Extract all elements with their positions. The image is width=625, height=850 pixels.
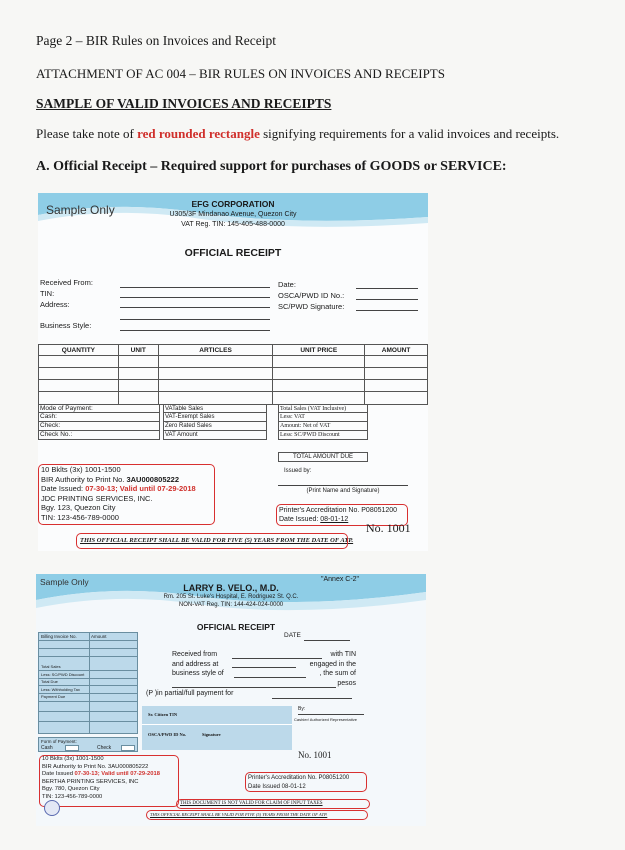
received-lines-right xyxy=(298,650,356,688)
note-after: signifying requirements for a valid invoices and receipts. xyxy=(259,126,560,141)
receipt-number: No. 1001 xyxy=(366,521,411,535)
vat-amount-label: VAT Amount xyxy=(163,431,267,440)
acc-date-2: Date Issued 08-01-12 xyxy=(248,783,306,790)
vat-exempt-label: VAT-Exempt Sales xyxy=(163,413,267,422)
withholding-tax-row: Less: Withholding Tax xyxy=(41,686,80,692)
with-tin-label: with TIN xyxy=(330,651,356,658)
received-lines-left xyxy=(172,650,224,679)
bir-seal-icon xyxy=(44,800,60,816)
date-issued-label-2: Date Issued xyxy=(42,771,75,778)
vatable-sales-label: VATable Sales xyxy=(163,404,267,413)
printer-tin-2: TIN: 123-456-789-0000 xyxy=(42,793,103,800)
printer-tin: TIN: 123-456-789-0000 xyxy=(41,512,119,522)
date-issued-label: Date Issued: xyxy=(41,484,86,493)
net-of-vat-label: Amount: Net of VAT xyxy=(278,422,368,431)
col-unit: UNIT xyxy=(118,345,158,356)
print-name-signature: (Print Name and Signature) xyxy=(306,488,380,494)
billing-invoice-header: Billing Invoice No. xyxy=(41,634,77,639)
attachment-title: ATTACHMENT OF AC 004 – BIR RULES ON INVOICES AND RECEIPTS xyxy=(36,66,445,81)
payment-due-row: Payment Due xyxy=(41,694,66,699)
doctor-address: Rm. 205 St. Luke's Hospital, E. Rodriguez St. Q.C. xyxy=(163,594,299,600)
total-sales-label: Total Sales (VAT Inclusive) xyxy=(278,404,368,413)
printer-info-highlight xyxy=(38,464,215,525)
sum-of-label: , the sum of xyxy=(319,670,356,677)
scpwd-signature-label: SC/PWD Signature: xyxy=(278,302,345,311)
sr-citizen-box xyxy=(142,706,292,750)
not-valid-notice: THIS DOCUMENT IS NOT VALID FOR CLAIM OF INPUT TAXES xyxy=(180,801,323,806)
note-before: Please take note of xyxy=(36,126,138,141)
mode-of-payment-label: Mode of Payment: xyxy=(38,404,160,413)
accreditation-highlight-2 xyxy=(245,772,367,792)
osca-label: OSCA/PWD ID No.: xyxy=(278,291,345,300)
company-address: U305/3F Mindanao Avenue, Quezon City xyxy=(169,211,297,218)
pesos-label: pesos xyxy=(337,679,356,687)
business-style-label: Business Style: xyxy=(40,321,92,330)
sales-box xyxy=(163,404,267,440)
address-label: Address: xyxy=(40,300,70,309)
note-highlight: red rounded rectangle xyxy=(137,126,260,141)
check-label: Check: xyxy=(38,422,160,431)
printer-name: JDC PRINTING SERVICES, INC. xyxy=(41,493,153,503)
date-labels xyxy=(278,279,344,312)
check-no-label: Check No.: xyxy=(38,431,160,440)
customer-labels xyxy=(40,277,93,310)
section-title: SAMPLE OF VALID INVOICES AND RECEIPTS xyxy=(36,96,332,111)
date-label: Date: xyxy=(278,280,296,289)
company-name: EFG CORPORATION xyxy=(191,199,275,209)
cash-option: Cash xyxy=(41,745,53,751)
col-unit-price: UNIT PRICE xyxy=(273,345,365,356)
osca-label-2: OSCA/PWD ID No. xyxy=(148,732,187,737)
validity-notice-2: THIS OFFICIAL RECEIPT SHALL BE VALID FOR FIVE (5) YEARS FROM THE DATE OF ATP. xyxy=(150,812,328,817)
official-receipt-2 xyxy=(36,574,426,826)
engaged-label: engaged in the xyxy=(309,660,356,668)
not-valid-highlight xyxy=(176,799,370,809)
totals-box xyxy=(278,404,368,440)
tin-label: TIN: xyxy=(40,289,55,298)
received-from-label: Received From: xyxy=(40,278,93,287)
sample-only-label: Sample Only xyxy=(46,203,115,217)
acc-date-label: Date Issued: xyxy=(279,516,321,523)
annex-label: "Annex C-2" xyxy=(321,576,360,583)
billing-table xyxy=(38,632,138,734)
check-option: Check xyxy=(97,745,112,751)
billing-amount-header: Amount xyxy=(91,634,107,639)
signature-label: Signature xyxy=(202,732,221,737)
doctor-name: LARRY B. VELO., M.D. xyxy=(183,583,279,593)
col-articles: ARTICLES xyxy=(158,345,273,356)
date-label-2: DATE xyxy=(284,632,301,639)
items-table xyxy=(38,344,428,405)
subheading: A. Official Receipt – Required support for purchases of GOODS or SERVICE: xyxy=(36,159,507,174)
printer-info-highlight-2 xyxy=(39,755,179,807)
form-of-payment xyxy=(38,737,138,752)
receipt-number-2: No. 1001 xyxy=(298,750,332,760)
note-text xyxy=(36,126,559,142)
business-style-label-2: business style of xyxy=(172,670,224,677)
atp-number: 3AU000805222 xyxy=(126,474,179,484)
less-vat-label: Less: VAT xyxy=(278,413,368,422)
page-header: Page 2 – BIR Rules on Invoices and Receipt xyxy=(36,33,276,48)
scpwd-discount-row: Less: SC/PWD Discount xyxy=(41,671,85,677)
printer-address: Bgy. 123, Quezon City xyxy=(41,503,116,512)
total-amount-due: TOTAL AMOUNT DUE xyxy=(278,452,368,462)
check-checkbox xyxy=(121,745,135,751)
official-receipt-1 xyxy=(38,193,428,551)
scpwd-discount-label: Less: SC/PWD Discount xyxy=(278,431,368,440)
form-of-payment-label: Form of Payment: xyxy=(41,739,77,744)
cash-label: Cash: xyxy=(38,413,160,422)
printer-booklets-2: 10 Bklts (3x) 1001-1500 xyxy=(42,756,104,762)
sr-citizen-label: Sr. Citizen TIN xyxy=(148,712,178,717)
payment-box xyxy=(38,404,160,440)
doctor-tin: NON-VAT Reg. TIN: 144-424-024-0000 xyxy=(178,602,284,608)
accreditation-number: Printer's Accreditation No. P08051200 xyxy=(279,507,398,514)
total-sales-row: Total Sales xyxy=(41,664,61,669)
total-due-row: Total Due xyxy=(41,679,58,684)
payment-line: (P )in partial/full payment for xyxy=(146,690,234,697)
printer-booklets: 10 Bklts (3x) 1001-1500 xyxy=(41,465,121,474)
issued-by-label: Issued by: xyxy=(284,468,312,474)
receipt-title-2: OFFICIAL RECEIPT xyxy=(196,622,276,632)
cashier-label: Cashier/ Authorized Representative xyxy=(294,717,357,722)
zero-rated-label: Zero Rated Sales xyxy=(163,422,267,431)
by-label: By: xyxy=(298,706,306,712)
acc-date-value: 08-01-12 xyxy=(320,516,349,523)
date-issued-value: 07-30-13; Valid until 07-29-2018 xyxy=(85,484,196,493)
col-amount: AMOUNT xyxy=(365,345,428,356)
company-vat-reg: VAT Reg. TIN: 145-405-488-0000 xyxy=(181,221,285,228)
accreditation-number-2: Printer's Accreditation No. P08051200 xyxy=(248,775,350,781)
validity-highlight-2 xyxy=(146,810,368,820)
atp-label: BIR Authority to Print No. xyxy=(41,474,127,484)
cash-checkbox xyxy=(65,745,79,751)
validity-notice: THIS OFFICIAL RECEIPT SHALL BE VALID FOR FIVE (5) YEARS FROM THE DATE OF ATP. xyxy=(80,537,354,544)
and-address-label: and address at xyxy=(172,660,219,668)
billing-row-labels xyxy=(41,663,84,701)
atp-line-2: BIR Authority to Print No. 3AU000805222 xyxy=(42,763,149,770)
validity-highlight xyxy=(76,533,348,549)
received-from-label-2: Received from xyxy=(172,651,218,658)
printer-name-2: BERTHA PRINTING SERVICES, INC xyxy=(42,778,139,785)
sample-only-label-2: Sample Only xyxy=(40,577,89,587)
col-quantity: QUANTITY xyxy=(39,345,119,356)
printer-address-2: Bgy. 780, Quezon City xyxy=(42,786,100,793)
date-issued-value-2: 07-30-13; Valid until 07-29-2018 xyxy=(74,771,160,778)
receipt-title: OFFICIAL RECEIPT xyxy=(184,247,282,259)
